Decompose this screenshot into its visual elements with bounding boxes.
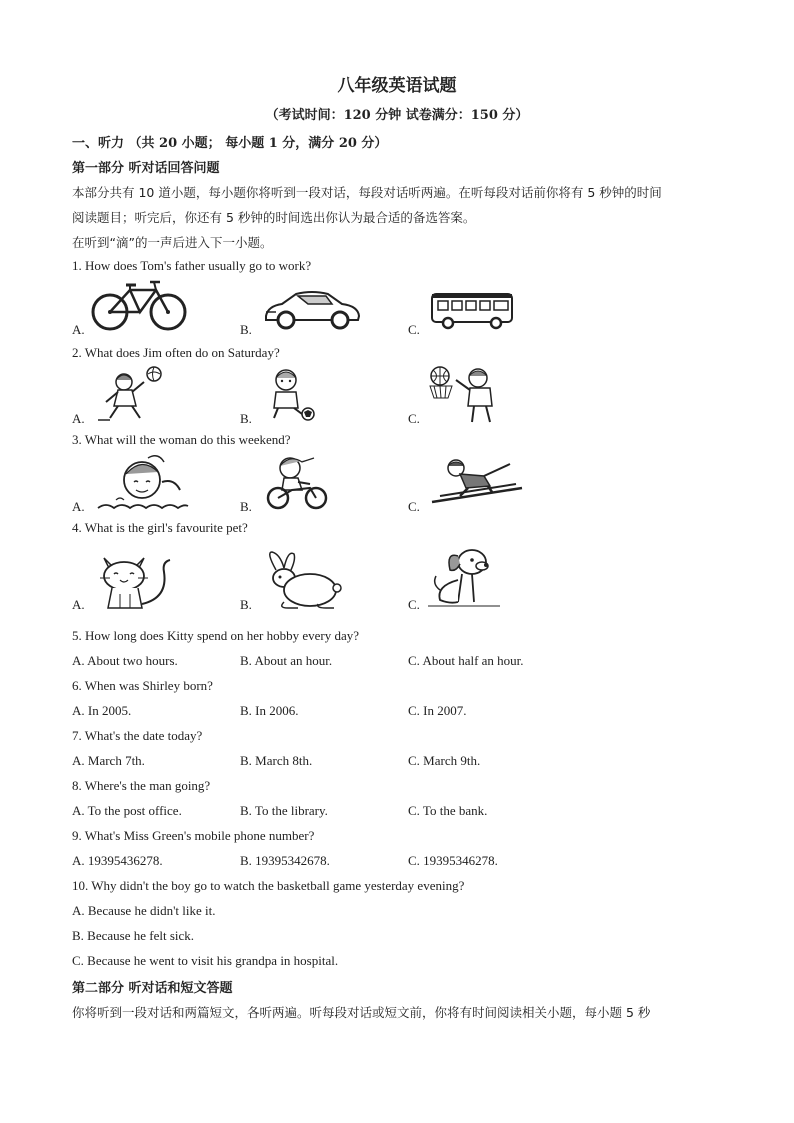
option-2a-label: A. [72,411,85,426]
skiing-icon[interactable] [430,456,526,511]
option-9b[interactable]: B. 19395342678. [240,853,330,868]
rabbit-icon[interactable] [264,550,342,615]
option-4a-label: A. [72,597,85,612]
option-1b-label: B. [240,322,252,337]
option-1a-label: A. [72,322,85,337]
option-6a[interactable]: A. In 2005. [72,703,132,718]
option-3c-label: C. [408,499,420,514]
option-8b[interactable]: B. To the library. [240,803,328,818]
option-4c-label: C. [408,597,420,612]
page-subtitle: （考试时间：120 分钟 试卷满分：150 分） [265,108,529,123]
page-title: 八年级英语试题 [337,76,457,96]
question-9: 9. What's Miss Green's mobile phone number? [72,828,315,843]
part1-intro-line2: 阅读题目；听完后，你还有 5 秒钟的时间选出你认为最合适的备选答案。 [72,210,476,225]
part1-heading: 第一部分 听对话回答问题 [72,161,220,176]
option-9a[interactable]: A. 19395436278. [72,853,163,868]
option-3b-label: B. [240,499,252,514]
question-3: 3. What will the woman do this weekend? [72,432,291,447]
cat-icon[interactable] [98,548,180,615]
car-icon[interactable] [262,286,362,335]
question-5: 5. How long does Kitty spend on her hobby every day? [72,628,360,643]
option-4b-label: B. [240,597,252,612]
option-2c-label: C. [408,411,420,426]
option-5b[interactable]: B. About an hour. [240,653,333,668]
option-9c[interactable]: C. 19395346278. [408,853,498,868]
volleyball-icon[interactable] [96,366,166,427]
cycling-icon[interactable] [264,454,334,515]
part2-heading: 第二部分 听对话和短文答题 [72,981,233,996]
option-6b[interactable]: B. In 2006. [240,703,299,718]
option-7b[interactable]: B. March 8th. [240,753,313,768]
option-5c[interactable]: C. About half an hour. [408,653,524,668]
part1-intro-line3: 在听到“滴”的一声后进入下一小题。 [72,235,273,250]
option-10a[interactable]: A. Because he didn't like it. [72,903,216,918]
basketball-icon[interactable] [428,364,508,429]
question-2: 2. What does Jim often do on Saturday? [72,345,280,360]
option-7a[interactable]: A. March 7th. [72,753,145,768]
bicycle-icon[interactable] [90,280,190,337]
option-10c[interactable]: C. Because he went to visit his grandpa in hospital. [72,953,339,968]
question-6: 6. When was Shirley born? [72,678,213,693]
swimming-icon[interactable] [96,452,188,517]
option-3a-label: A. [72,499,85,514]
question-10: 10. Why didn't the boy go to watch the basketball game yesterday evening? [72,878,465,893]
soccer-icon[interactable] [264,366,320,427]
option-1c-label: C. [408,322,420,337]
option-6c[interactable]: C. In 2007. [408,703,467,718]
option-8c[interactable]: C. To the bank. [408,803,488,818]
option-7c[interactable]: C. March 9th. [408,753,481,768]
option-2b-label: B. [240,411,252,426]
bus-icon[interactable] [430,290,516,335]
part1-intro-line1: 本部分共有 10 道小题，每小题你将听到一段对话，每段对话听两遍。在听每段对话前你将有 5 秒钟的时间 [72,185,662,200]
question-7: 7. What's the date today? [72,728,203,743]
dog-icon[interactable] [428,546,502,615]
question-8: 8. Where's the man going? [72,778,211,793]
option-8a[interactable]: A. To the post office. [72,803,182,818]
question-4: 4. What is the girl's favourite pet? [72,520,248,535]
section-heading: 一、听力 （共 20 小题； 每小题 1 分，满分 20 分） [72,136,388,151]
option-5a[interactable]: A. About two hours. [72,653,178,668]
option-10b[interactable]: B. Because he felt sick. [72,928,195,943]
part2-intro-line1: 你将听到一段对话和两篇短文，各听两遍。听每段对话或短文前，你将有时间阅读相关小题，每小题 5 秒 [72,1005,651,1020]
question-1: 1. How does Tom's father usually go to work? [72,258,312,273]
